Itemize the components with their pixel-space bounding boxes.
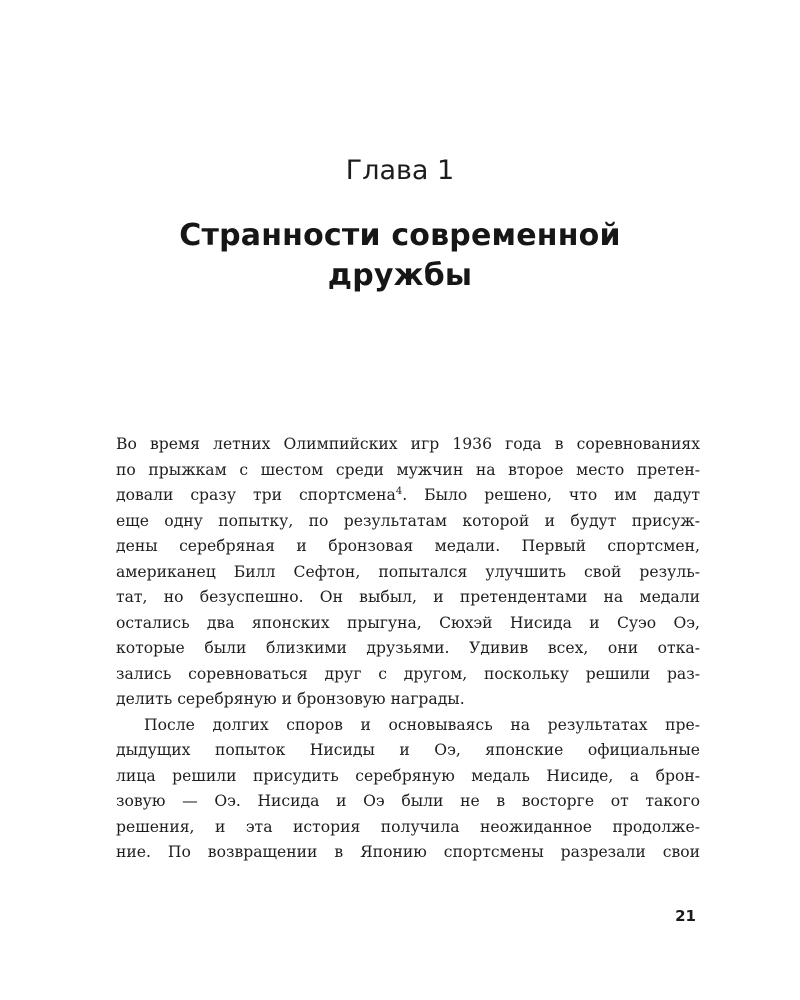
text-line: американец Билл Сефтон, попытался улучшить свой резуль- (116, 562, 700, 581)
footnote-reference[interactable]: 4 (395, 485, 403, 497)
text-line (116, 483, 700, 509)
text-line: Во время летних Олимпийских игр 1936 года в соревнованиях (116, 435, 700, 453)
body-text (116, 432, 700, 866)
text-line: еще одну попытку, по результатам которой и будут присуж- (116, 511, 700, 530)
text-line: дыдущих попыток Нисиды и Оэ, японские официальные (116, 741, 700, 759)
chapter-title (0, 216, 800, 296)
text-line: решения, и эта история получила неожиданное продолже- (116, 817, 700, 836)
text-line: После долгих споров и основываясь на результатах пре- (144, 715, 700, 734)
text-line: остались два японских прыгуна, Сюхэй Нисида и Суэо Оэ, (116, 613, 700, 632)
paragraph (116, 432, 700, 713)
text-line: которые были близкими друзьями. Удивив всех, они отка- (116, 639, 700, 657)
text-segment: . Было решено, что им дадут (402, 486, 700, 504)
text-line: зались соревноваться друг с другом, поскольку решили раз- (116, 664, 700, 683)
text-segment: довали сразу три спортсмена (116, 486, 396, 504)
chapter-label: Глава 1 (345, 155, 455, 186)
text-line: делить серебряную и бронзовую награды. (116, 690, 465, 708)
page-number: 21 (675, 907, 696, 925)
chapter-title-line: дружбы (327, 258, 473, 293)
text-line: ние. По возвращении в Японию спортсмены разрезали свои (116, 843, 700, 861)
text-line: зовую — Оэ. Нисида и Оэ были не в восторге от такого (116, 792, 700, 810)
text-line: тат, но безуспешно. Он выбыл, и претендентами на медали (116, 588, 700, 606)
chapter-title-line: Странности современной (179, 218, 621, 253)
text-line: лица решили присудить серебряную медаль Нисиде, а брон- (116, 766, 700, 785)
paragraph (116, 713, 700, 866)
text-line: по прыжкам с шестом среди мужчин на второе место претен- (116, 460, 700, 479)
text-line: дены серебряная и бронзовая медали. Первый спортсмен, (116, 537, 700, 555)
